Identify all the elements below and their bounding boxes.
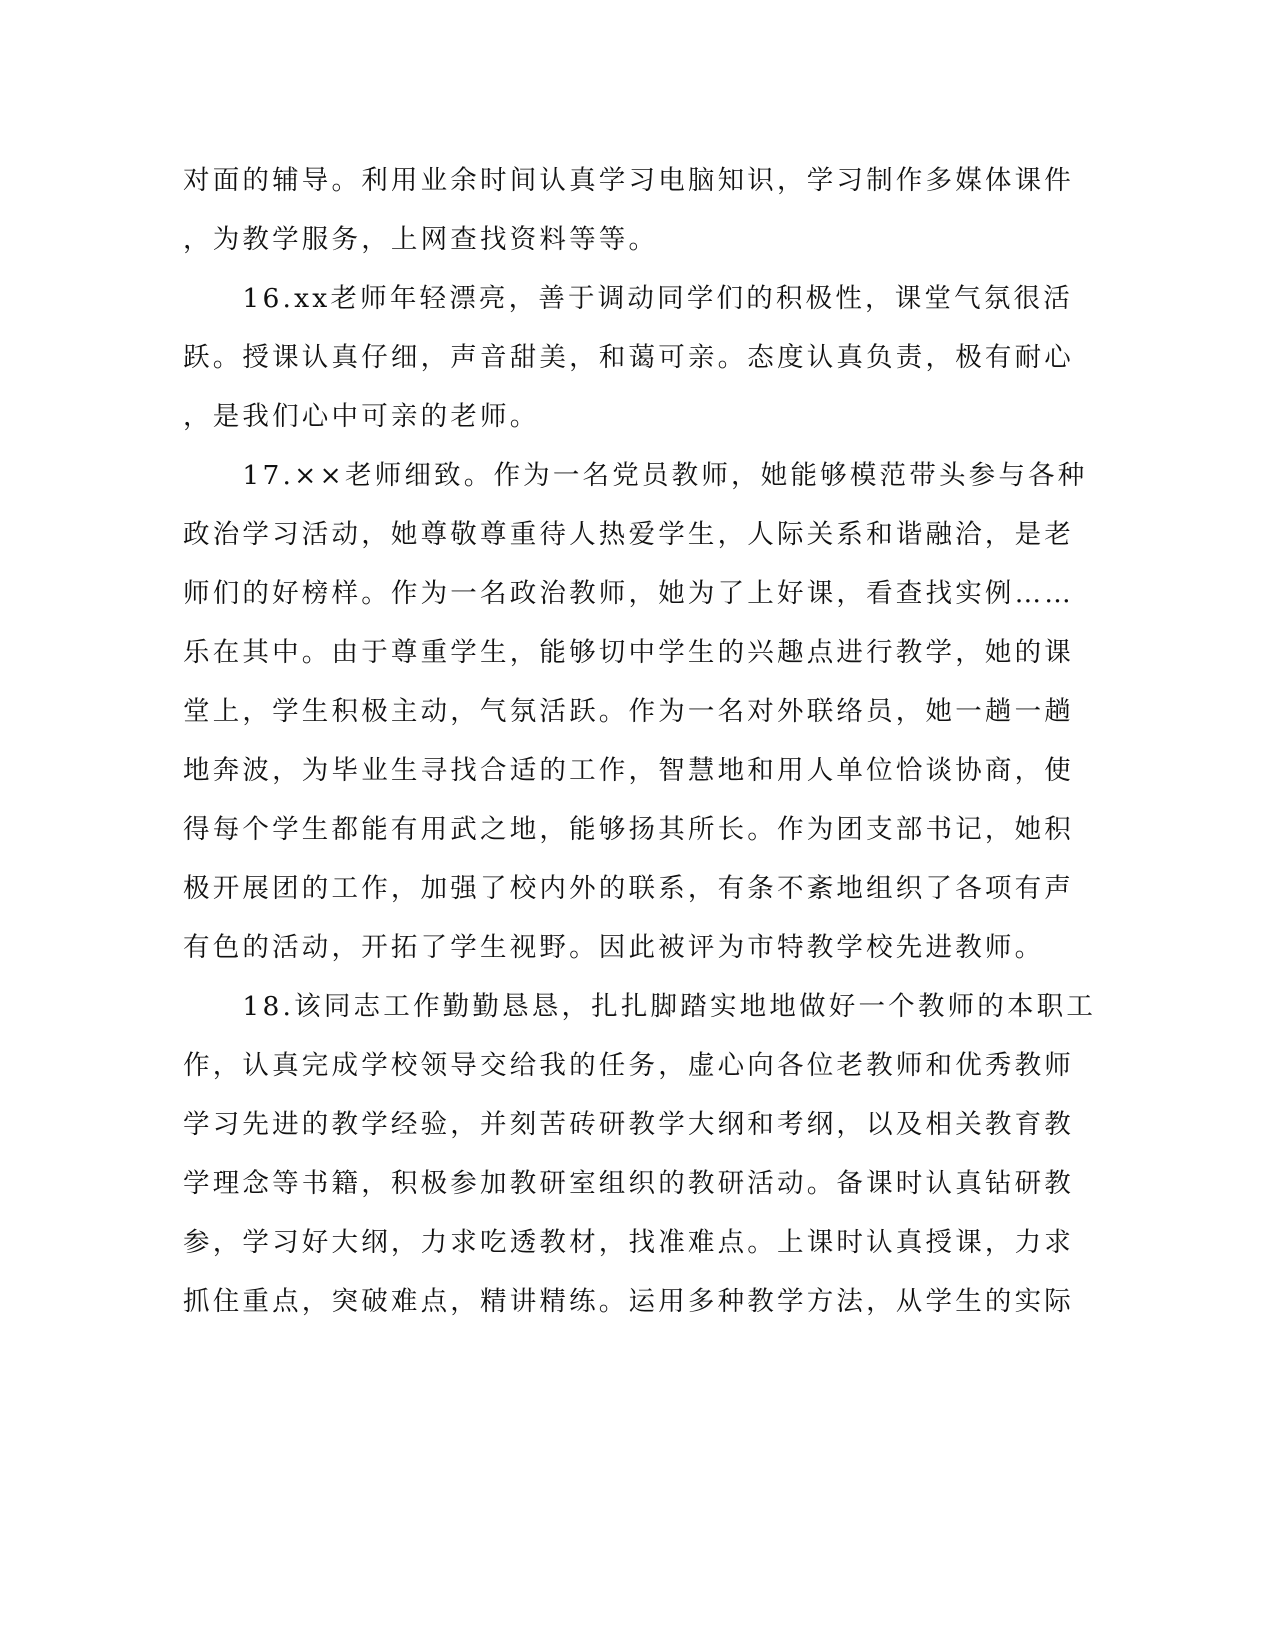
text-line: 抓住重点，突破难点，精讲精练。运用多种教学方法，从学生的实际 [183,1286,1074,1317]
text-line: 对面的辅导。利用业余时间认真学习电脑知识，学习制作多媒体课件 [183,165,1074,196]
text-line: 学理念等书籍，积极参加教研室组织的教研活动。备课时认真钻研教 [183,1168,1074,1199]
text-line: ，为教学服务，上网查找资料等等。 [183,224,659,255]
text-line: 有色的活动，开拓了学生视野。因此被评为市特教学校先进教师。 [183,932,1045,963]
text-line: 作，认真完成学校领导交给我的任务，虚心向各位老教师和优秀教师 [183,1050,1074,1081]
text-line: 18.该同志工作勤勤恳恳，扎扎脚踏实地地做好一个教师的本职工 [183,991,1097,1022]
text-line: 极开展团的工作，加强了校内外的联系，有条不紊地组织了各项有声 [183,873,1074,904]
text-line: 师们的好榜样。作为一名政治教师，她为了上好课，看查找实例…… [183,578,1074,609]
text-line: 地奔波，为毕业生寻找合适的工作，智慧地和用人单位恰谈协商，使 [183,755,1074,786]
text-line: ，是我们心中可亲的老师。 [183,401,540,432]
text-line: 参，学习好大纲，力求吃透教材，找准难点。上课时认真授课，力求 [183,1227,1074,1258]
text-line: 政治学习活动，她尊敬尊重待人热爱学生，人际关系和谐融洽，是老 [183,519,1074,550]
text-line: 得每个学生都能有用武之地，能够扬其所长。作为团支部书记，她积 [183,814,1074,845]
text-line: 跃。授课认真仔细，声音甜美，和蔼可亲。态度认真负责，极有耐心 [183,342,1074,373]
text-line: 堂上，学生积极主动，气氛活跃。作为一名对外联络员，她一趟一趟 [183,696,1074,727]
text-line: 学习先进的教学经验，并刻苦砖研教学大纲和考纲，以及相关教育教 [183,1109,1074,1140]
text-line: 17.××老师细致。作为一名党员教师，她能够模范带头参与各种 [183,460,1088,491]
text-line: 16.xx老师年轻漂亮，善于调动同学们的积极性，课堂气氛很活 [183,283,1073,314]
text-line: 乐在其中。由于尊重学生，能够切中学生的兴趣点进行教学，她的课 [183,637,1074,668]
